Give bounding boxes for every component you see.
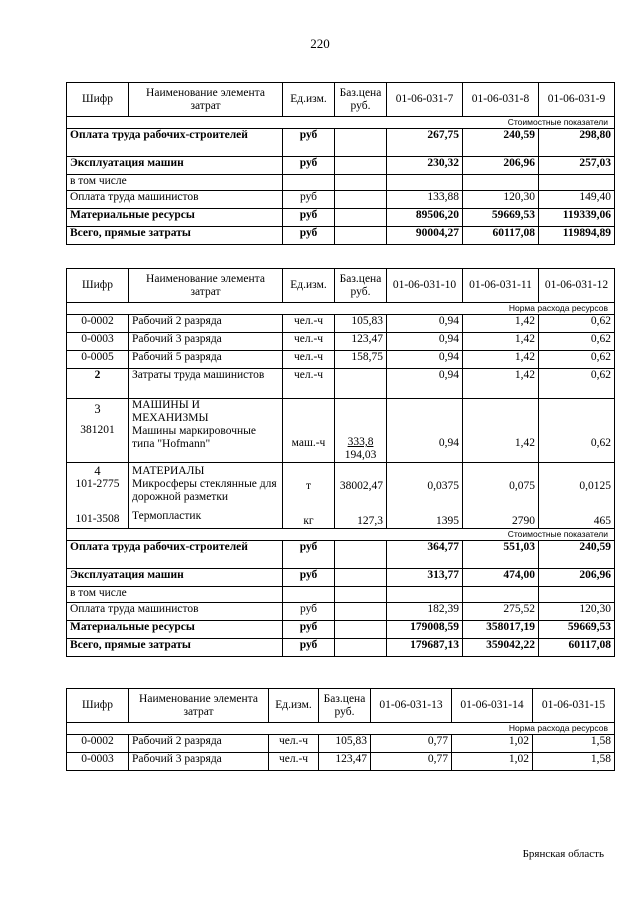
price-bottom: 194,03 <box>344 449 377 461</box>
row-value: 0,62 <box>539 333 615 351</box>
row-unit: руб <box>283 209 335 227</box>
row-value: 257,03 <box>539 157 615 175</box>
header-unit: Ед.изм. <box>269 689 319 723</box>
row-unit: чел.-ч <box>269 735 319 753</box>
group-code: 4 <box>94 464 101 478</box>
header-price: Баз.цена руб. <box>335 83 387 117</box>
item-name: Микросферы стеклянные для дорожной разметки <box>132 478 277 503</box>
header-col2: 01-06-031-8 <box>463 83 539 117</box>
header-code: Шифр <box>67 269 129 303</box>
item-value: 0,0125 <box>579 480 611 492</box>
header-name: Наименование элемента затрат <box>129 269 283 303</box>
row-name: в том числе <box>67 175 283 191</box>
group-code: 3 <box>94 402 101 416</box>
row-value: 206,96 <box>463 157 539 175</box>
row-value: 358017,19 <box>463 621 539 639</box>
page-number: 220 <box>310 36 330 51</box>
row-value: 59669,53 <box>539 621 615 639</box>
resource-table-3 <box>66 688 615 771</box>
row-value: 240,59 <box>539 541 615 569</box>
row-value: 298,80 <box>539 129 615 157</box>
header-col3: 01-06-031-12 <box>539 269 615 303</box>
header-col2: 01-06-031-14 <box>452 689 533 723</box>
header-price: Баз.цена руб. <box>319 689 371 723</box>
row-value: 0,94 <box>387 315 463 333</box>
row-value: 359042,22 <box>463 639 539 657</box>
cost-table-1 <box>66 82 615 245</box>
row-name: Материальные ресурсы <box>67 209 283 227</box>
row-value: 119339,06 <box>539 209 615 227</box>
item-price: 127,3 <box>357 515 383 527</box>
row-value: 1,42 <box>463 315 539 333</box>
price-top: 333,8 <box>347 436 374 448</box>
item-value: 0,0375 <box>427 480 459 492</box>
group-unit: чел.-ч <box>283 369 335 399</box>
item-code: 381201 <box>80 424 115 436</box>
row-name: Рабочий 2 разряда <box>129 735 269 753</box>
resource-table-2 <box>66 268 615 657</box>
group-value: 1,42 <box>463 369 539 399</box>
row-value: 230,32 <box>387 157 463 175</box>
group-code: 2 <box>67 369 129 399</box>
row-name: в том числе <box>67 587 283 603</box>
row-code: 0-0002 <box>67 315 129 333</box>
row-unit: руб <box>283 603 335 621</box>
item-code: 101-3508 <box>75 513 120 525</box>
row-value: 179687,13 <box>387 639 463 657</box>
row-unit: чел.-ч <box>269 753 319 771</box>
row-code: 0-0003 <box>67 333 129 351</box>
row-value: 474,00 <box>463 569 539 587</box>
row-name: Эксплуатация машин <box>67 157 283 175</box>
subheader-cost: Стоимостные показатели <box>67 117 615 129</box>
row-name: Эксплуатация машин <box>67 569 283 587</box>
row-unit: руб <box>283 569 335 587</box>
header-unit: Ед.изм. <box>283 269 335 303</box>
row-value: 182,39 <box>387 603 463 621</box>
row-unit: руб <box>283 129 335 157</box>
row-value: 0,62 <box>539 351 615 369</box>
row-unit: руб <box>283 157 335 175</box>
item-value: 465 <box>593 515 611 527</box>
row-value: 1,58 <box>533 735 615 753</box>
header-col1: 01-06-031-7 <box>387 83 463 117</box>
row-value: 133,88 <box>387 191 463 209</box>
row-name: Оплата труда рабочих-строителей <box>67 541 283 569</box>
row-name: Рабочий 2 разряда <box>129 315 283 333</box>
row-name: Оплата труда машинистов <box>67 191 283 209</box>
row-value: 1,42 <box>463 333 539 351</box>
group-name: Затраты труда машинистов <box>129 369 283 399</box>
row-price: 123,47 <box>335 333 387 351</box>
section-title-machines: МАШИНЫ И МЕХАНИЗМЫ <box>132 399 209 424</box>
row-value: 1,02 <box>452 735 533 753</box>
row-value: 89506,20 <box>387 209 463 227</box>
row-value: 240,59 <box>463 129 539 157</box>
row-price: 105,83 <box>335 315 387 333</box>
row-unit: руб <box>283 639 335 657</box>
header-code: Шифр <box>67 689 129 723</box>
item-value: 0,94 <box>387 399 463 463</box>
row-name: Всего, прямые затраты <box>67 639 283 657</box>
header-name: Наименование элемента затрат <box>129 689 269 723</box>
row-price: 105,83 <box>319 735 371 753</box>
row-value: 0,62 <box>539 315 615 333</box>
header-col1: 01-06-031-13 <box>371 689 452 723</box>
row-value: 59669,53 <box>463 209 539 227</box>
row-value: 90004,27 <box>387 227 463 245</box>
row-value: 0,94 <box>387 351 463 369</box>
row-code: 0-0005 <box>67 351 129 369</box>
row-name: Рабочий 3 разряда <box>129 333 283 351</box>
item-unit: маш.-ч <box>283 399 335 463</box>
row-value: 364,77 <box>387 541 463 569</box>
row-code: 0-0003 <box>67 753 129 771</box>
item-value: 0,075 <box>509 480 535 492</box>
header-col1: 01-06-031-10 <box>387 269 463 303</box>
row-value: 120,30 <box>539 603 615 621</box>
row-price: 123,47 <box>319 753 371 771</box>
row-value: 0,77 <box>371 753 452 771</box>
item-price: 38002,47 <box>339 480 383 492</box>
group-value: 0,94 <box>387 369 463 399</box>
row-value: 149,40 <box>539 191 615 209</box>
footer-region: Брянская область <box>522 848 604 860</box>
row-name: Оплата труда машинистов <box>67 603 283 621</box>
row-value: 1,42 <box>463 351 539 369</box>
header-name: Наименование элемента затрат <box>129 83 283 117</box>
row-unit: чел.-ч <box>283 351 335 369</box>
row-value: 313,77 <box>387 569 463 587</box>
header-col3: 01-06-031-15 <box>533 689 615 723</box>
row-value: 0,77 <box>371 735 452 753</box>
row-unit: руб <box>283 191 335 209</box>
row-value: 179008,59 <box>387 621 463 639</box>
header-col2: 01-06-031-11 <box>463 269 539 303</box>
row-value: 60117,08 <box>539 639 615 657</box>
header-code: Шифр <box>67 83 129 117</box>
group-value: 0,62 <box>539 369 615 399</box>
row-value: 267,75 <box>387 129 463 157</box>
item-value: 1395 <box>436 515 459 527</box>
item-name: Машины маркировочные типа "Hofmann" <box>132 425 256 450</box>
row-name: Материальные ресурсы <box>67 621 283 639</box>
row-unit: чел.-ч <box>283 333 335 351</box>
row-unit: руб <box>283 227 335 245</box>
item-unit: т <box>305 480 312 492</box>
row-value: 551,03 <box>463 541 539 569</box>
row-value: 60117,08 <box>463 227 539 245</box>
row-unit: руб <box>283 621 335 639</box>
row-name: Всего, прямые затраты <box>67 227 283 245</box>
row-unit: чел.-ч <box>283 315 335 333</box>
item-value: 0,62 <box>539 399 615 463</box>
header-unit: Ед.изм. <box>283 83 335 117</box>
row-price: 158,75 <box>335 351 387 369</box>
item-name: Термопластик <box>132 510 202 522</box>
row-value: 1,02 <box>452 753 533 771</box>
row-unit: руб <box>283 541 335 569</box>
subheader-norm: Норма расхода ресурсов <box>67 723 615 735</box>
row-value: 206,96 <box>539 569 615 587</box>
row-value: 1,58 <box>533 753 615 771</box>
item-code: 101-2775 <box>75 478 120 490</box>
row-value: 275,52 <box>463 603 539 621</box>
header-price: Баз.цена руб. <box>335 269 387 303</box>
row-value: 119894,89 <box>539 227 615 245</box>
row-name: Рабочий 5 разряда <box>129 351 283 369</box>
subheader-norm: Норма расхода ресурсов <box>67 303 615 315</box>
row-name: Рабочий 3 разряда <box>129 753 269 771</box>
row-code: 0-0002 <box>67 735 129 753</box>
row-value: 0,94 <box>387 333 463 351</box>
item-unit: кг <box>303 515 314 527</box>
section-title-materials: МАТЕРИАЛЫ <box>132 465 205 477</box>
item-value: 2790 <box>512 515 535 527</box>
row-name: Оплата труда рабочих-строителей <box>67 129 283 157</box>
item-value: 1,42 <box>463 399 539 463</box>
subheader-cost: Стоимостные показатели <box>67 529 615 541</box>
header-col3: 01-06-031-9 <box>539 83 615 117</box>
row-value: 120,30 <box>463 191 539 209</box>
